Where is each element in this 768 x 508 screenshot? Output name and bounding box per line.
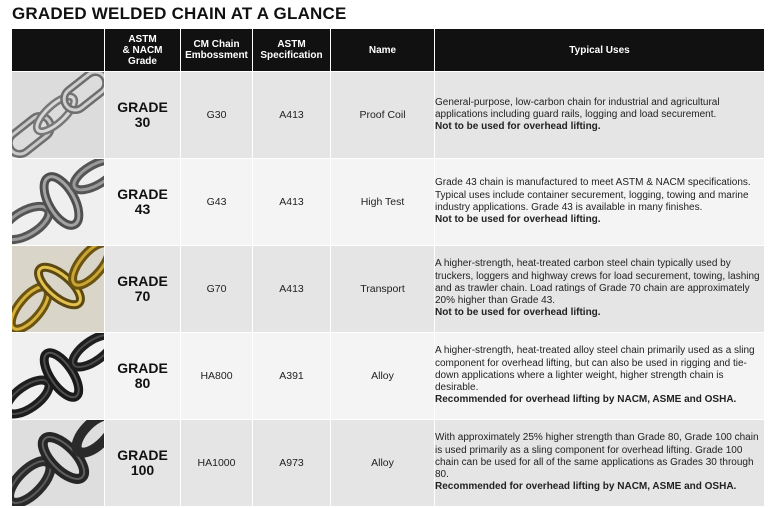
lifting-note: Not to be used for overhead lifting.: [435, 307, 601, 319]
yellow-chromate-chain-image: [12, 246, 105, 333]
header-embossment-line: CM Chain: [193, 39, 240, 50]
uses-text: Grade 43 chain is manufactured to meet ASTM & NACM specifications. Typical uses include container securement, logging, towing and marine industry applications. Grade 43 is available in many finishes.: [435, 177, 751, 213]
grade-cell: [105, 420, 181, 507]
embossment-cell: HA1000: [181, 420, 253, 507]
grade-label: GRADE: [117, 186, 168, 202]
dark-alloy-chain-image: [12, 420, 105, 507]
galvanized-chain-image: [12, 72, 105, 159]
header-embossment: [181, 29, 253, 72]
typical-uses-cell: [435, 72, 765, 159]
specification-cell: A413: [253, 159, 331, 246]
page-title: GRADED WELDED CHAIN AT A GLANCE: [12, 4, 347, 23]
lifting-note: Recommended for overhead lifting by NACM, ASME and OSHA.: [435, 394, 737, 406]
grade-number: 70: [134, 288, 151, 304]
grade-label: GRADE: [117, 99, 168, 115]
header-grade-line: ASTM: [128, 33, 157, 45]
grade-label: GRADE: [117, 360, 168, 376]
typical-uses-cell: [435, 333, 765, 420]
specification-cell: A391: [253, 333, 331, 420]
embossment-cell: G30: [181, 72, 253, 159]
chain-name-cell: Transport: [331, 246, 435, 333]
grade-cell: [105, 246, 181, 333]
header-specification-line: Specification: [260, 50, 323, 61]
specification-cell: A413: [253, 72, 331, 159]
header-embossment-line: Embossment: [185, 50, 248, 61]
typical-uses-cell: [435, 420, 765, 507]
specification-cell: A973: [253, 420, 331, 507]
table-row: [12, 159, 765, 246]
specification-cell: A413: [253, 246, 331, 333]
grade-label: GRADE: [117, 273, 168, 289]
chain-name-cell: High Test: [331, 159, 435, 246]
table-row: [12, 420, 765, 507]
table-row: [12, 246, 765, 333]
grade-number: 80: [134, 375, 151, 391]
chain-name-cell: Alloy: [331, 420, 435, 507]
grade-cell: [105, 72, 181, 159]
uses-text: With approximately 25% higher strength than Grade 80, Grade 100 chain is used primarily as a sling component for overhead lifting. Grade 100 chain can be used for all of the same applications as Grades 30 through 80.: [435, 432, 759, 481]
grey-chain-image: [12, 159, 105, 246]
lifting-note: Not to be used for overhead lifting.: [435, 121, 601, 133]
uses-text: General-purpose, low-carbon chain for industrial and agricultural applications including guard rails, logging and load securement.: [435, 96, 720, 120]
grade-number: 30: [134, 114, 151, 130]
lifting-note: Recommended for overhead lifting by NACM, ASME and OSHA.: [435, 481, 737, 493]
header-image-col: [12, 29, 105, 72]
header-grade: [105, 29, 181, 72]
lifting-note: Not to be used for overhead lifting.: [435, 214, 601, 226]
grade-number: 43: [134, 201, 151, 217]
uses-text: A higher-strength, heat-treated carbon steel chain typically used by truckers, loggers and highway crews for load securement, towing, lashing and as trawler chain. Load ratings of Grade 70 chain are approximately 20% higher than Grade 43.: [435, 258, 760, 307]
grade-cell: [105, 333, 181, 420]
typical-uses-cell: [435, 246, 765, 333]
header-name: Name: [331, 29, 435, 72]
grade-number: 100: [130, 462, 155, 478]
embossment-cell: HA800: [181, 333, 253, 420]
header-grade-line: Grade: [128, 55, 157, 67]
header-specification: [253, 29, 331, 72]
table-row: [12, 333, 765, 420]
chain-grade-table: [11, 28, 765, 507]
header-specification-line: ASTM: [277, 39, 306, 50]
uses-text: A higher-strength, heat-treated alloy steel chain primarily used as a sling component for overhead lifting, but can also be used in rigging and tie-down applications where a lighter weight, higher strength chain is desirable.: [435, 345, 755, 394]
chain-name-cell: Proof Coil: [331, 72, 435, 159]
grade-cell: [105, 159, 181, 246]
typical-uses-cell: [435, 159, 765, 246]
chain-name-cell: Alloy: [331, 333, 435, 420]
table-row: [12, 72, 765, 159]
embossment-cell: G70: [181, 246, 253, 333]
grade-label: GRADE: [117, 447, 168, 463]
header-row: [12, 29, 765, 72]
header-grade-line: & NACM: [122, 44, 163, 56]
header-uses: Typical Uses: [435, 29, 765, 72]
embossment-cell: G43: [181, 159, 253, 246]
black-alloy-chain-image: [12, 333, 105, 420]
